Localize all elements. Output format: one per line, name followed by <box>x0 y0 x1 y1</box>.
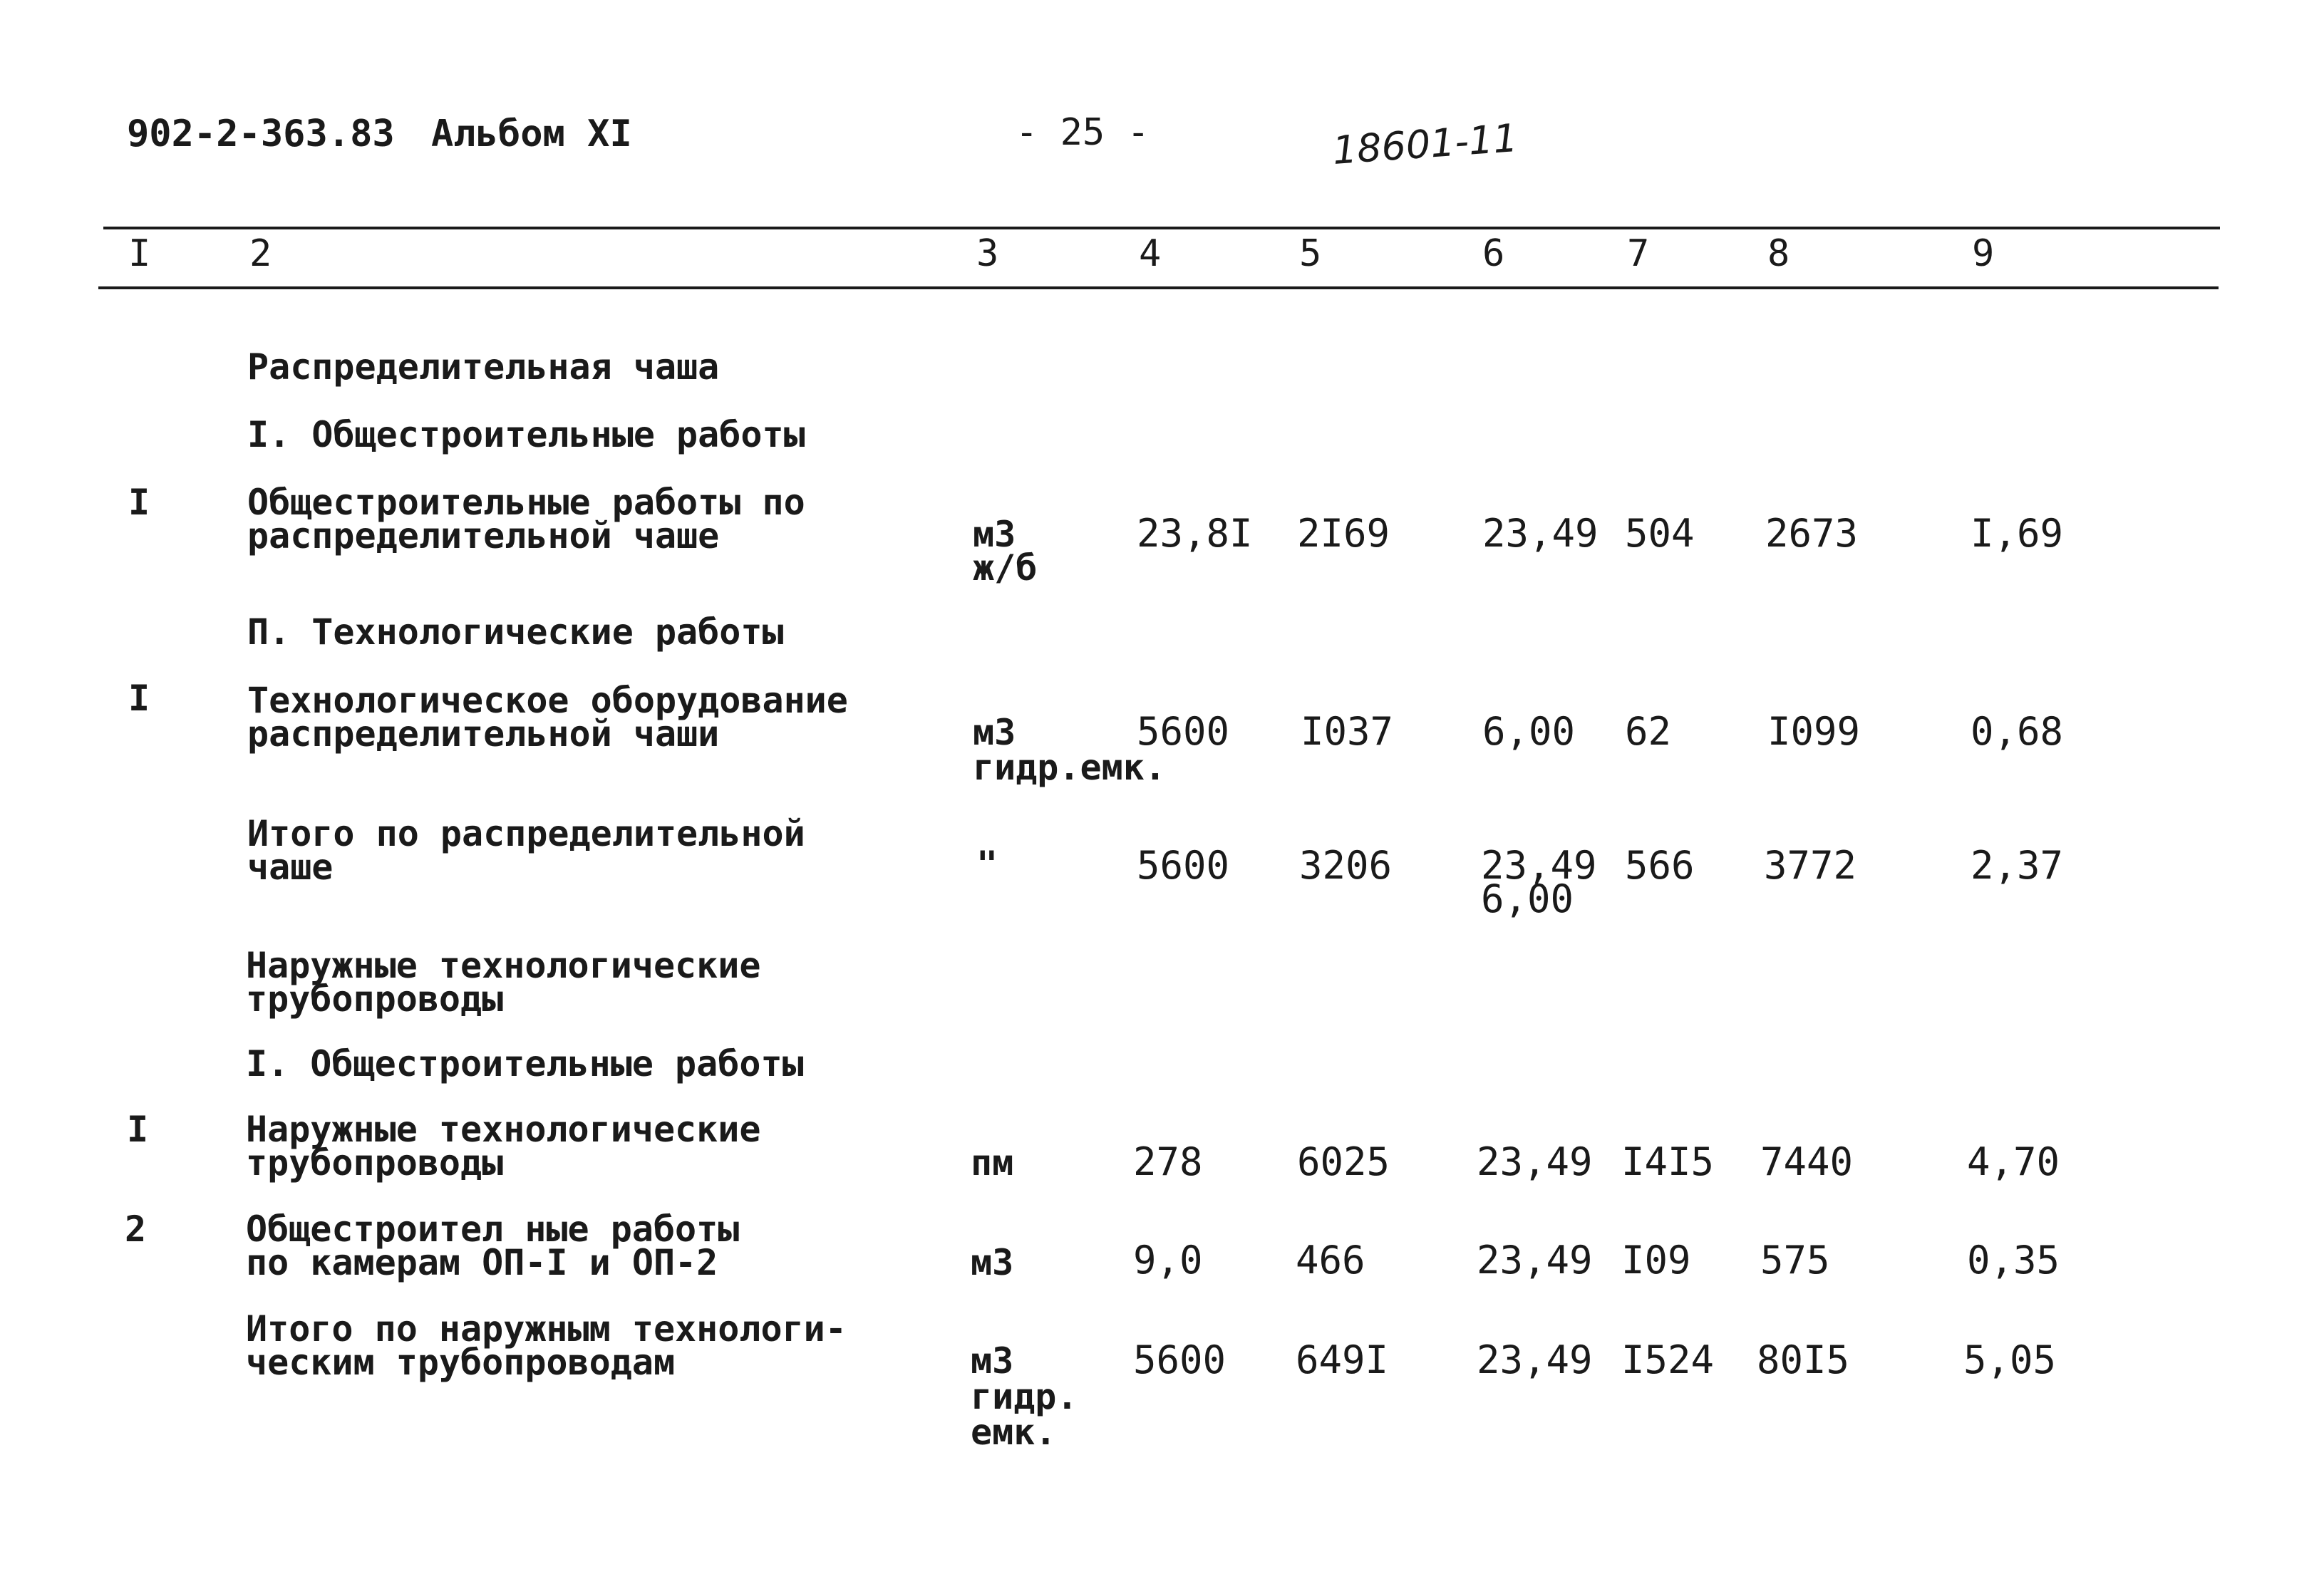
album-label: Альбом XI <box>431 113 632 155</box>
cell-col5: 466 <box>1296 1238 1365 1283</box>
row-number: I <box>128 678 150 719</box>
cell-col7: 62 <box>1625 709 1672 754</box>
row-number: I <box>127 1109 149 1150</box>
row-unit: м3 <box>973 712 1016 753</box>
col-header-6: 6 <box>1482 232 1505 275</box>
col-header-9: 9 <box>1972 232 1995 275</box>
section-title-line2: трубопроводы <box>246 978 504 1020</box>
row-unit-line2: гидр.емк. <box>973 747 1166 788</box>
row-unit-line2: гидр. <box>971 1376 1078 1417</box>
section-heading: I. Общестроительные работы <box>246 1043 804 1084</box>
cell-col6: 6,00 <box>1482 709 1576 754</box>
cell-col5: 2I69 <box>1297 511 1390 556</box>
cell-col4: 5600 <box>1133 1337 1226 1382</box>
row-name-line2: распределительной чаши <box>247 713 720 755</box>
col-header-4: 4 <box>1139 232 1162 275</box>
doc-code: 902-2-363.83 <box>127 113 395 155</box>
cell-col7: I4I5 <box>1621 1139 1715 1184</box>
cell-col9: 0,68 <box>1971 709 2064 754</box>
cell-col8: 575 <box>1760 1238 1830 1283</box>
cell-col6-line2: 6,00 <box>1481 876 1574 921</box>
cell-col6: 23,49 <box>1477 1337 1593 1382</box>
ditto-mark: " <box>976 844 998 885</box>
total-name-line2: ческим трубопроводам <box>246 1342 676 1383</box>
cell-col6: 23,49 <box>1482 511 1599 556</box>
cell-col6: 23,49 <box>1481 843 1597 888</box>
section-heading: П. Технологические работы <box>247 611 784 653</box>
row-number: I <box>128 482 150 523</box>
cell-col4: 9,0 <box>1133 1238 1203 1283</box>
row-unit: м3 <box>971 1242 1014 1283</box>
cell-col4: 5600 <box>1137 709 1230 754</box>
row-number: 2 <box>125 1208 147 1250</box>
total-name-line2: чаше <box>247 846 334 888</box>
page-number: - 25 - <box>1016 111 1150 154</box>
section-title: Распределительная чаша <box>247 346 720 388</box>
row-name-line1: Общестроительные работы по <box>247 482 805 523</box>
cell-col5: I037 <box>1301 709 1394 754</box>
col-header-3: 3 <box>976 232 999 275</box>
total-name-line1: Итого по распределительной <box>247 813 805 854</box>
cell-col4: 5600 <box>1137 843 1230 888</box>
table-header-bottom-rule <box>98 286 2219 289</box>
cell-col9: 5,05 <box>1963 1337 2057 1382</box>
cell-col5: 649I <box>1296 1337 1389 1382</box>
row-unit-line2: ж/б <box>973 547 1038 589</box>
row-name-line1: Технологическое оборудование <box>247 680 848 721</box>
row-unit: пм <box>971 1142 1014 1184</box>
cell-col8: 2673 <box>1765 511 1859 556</box>
cell-col9: 4,70 <box>1967 1139 2060 1184</box>
cell-col4: 278 <box>1133 1139 1203 1184</box>
cell-col8: I099 <box>1767 709 1861 754</box>
row-name-line2: распределительной чаше <box>247 515 720 556</box>
section-title: Наружные технологические <box>246 945 761 986</box>
row-unit-line3: емк. <box>971 1412 1057 1453</box>
row-unit: м3 <box>973 514 1016 555</box>
cell-col7: I09 <box>1621 1238 1691 1283</box>
cell-col8: 7440 <box>1760 1139 1854 1184</box>
col-header-2: 2 <box>249 232 272 275</box>
section-heading: I. Общестроительные работы <box>247 414 805 455</box>
col-header-8: 8 <box>1767 232 1790 275</box>
cell-col9: 0,35 <box>1967 1238 2060 1283</box>
cell-col8: 80I5 <box>1757 1337 1850 1382</box>
cell-col5: 6025 <box>1297 1139 1390 1184</box>
cell-col5: 3206 <box>1299 843 1393 888</box>
cell-col9: 2,37 <box>1971 843 2064 888</box>
table-top-rule <box>103 227 2220 229</box>
col-header-5: 5 <box>1299 232 1322 275</box>
cell-col7: I524 <box>1621 1337 1715 1382</box>
handwritten-number: 18601-11 <box>1331 115 1519 173</box>
row-name-line2: трубопроводы <box>246 1142 504 1184</box>
col-header-7: 7 <box>1627 232 1650 275</box>
cell-col9: I,69 <box>1971 511 2064 556</box>
cell-col6: 23,49 <box>1477 1139 1593 1184</box>
col-header-1: I <box>128 232 151 275</box>
cell-col8: 3772 <box>1764 843 1857 888</box>
row-name-line2: по камерам ОП-I и ОП-2 <box>246 1242 718 1283</box>
row-name-line1: Наружные технологические <box>246 1109 761 1150</box>
total-name-line1: Итого по наружным технологи- <box>246 1308 847 1350</box>
row-name-line1: Общестроител ные работы <box>246 1208 740 1250</box>
cell-col7: 504 <box>1625 511 1695 556</box>
row-unit: м3 <box>971 1340 1014 1382</box>
cell-col7: 566 <box>1625 843 1695 888</box>
cell-col6: 23,49 <box>1477 1238 1593 1283</box>
cell-col4: 23,8I <box>1137 511 1253 556</box>
